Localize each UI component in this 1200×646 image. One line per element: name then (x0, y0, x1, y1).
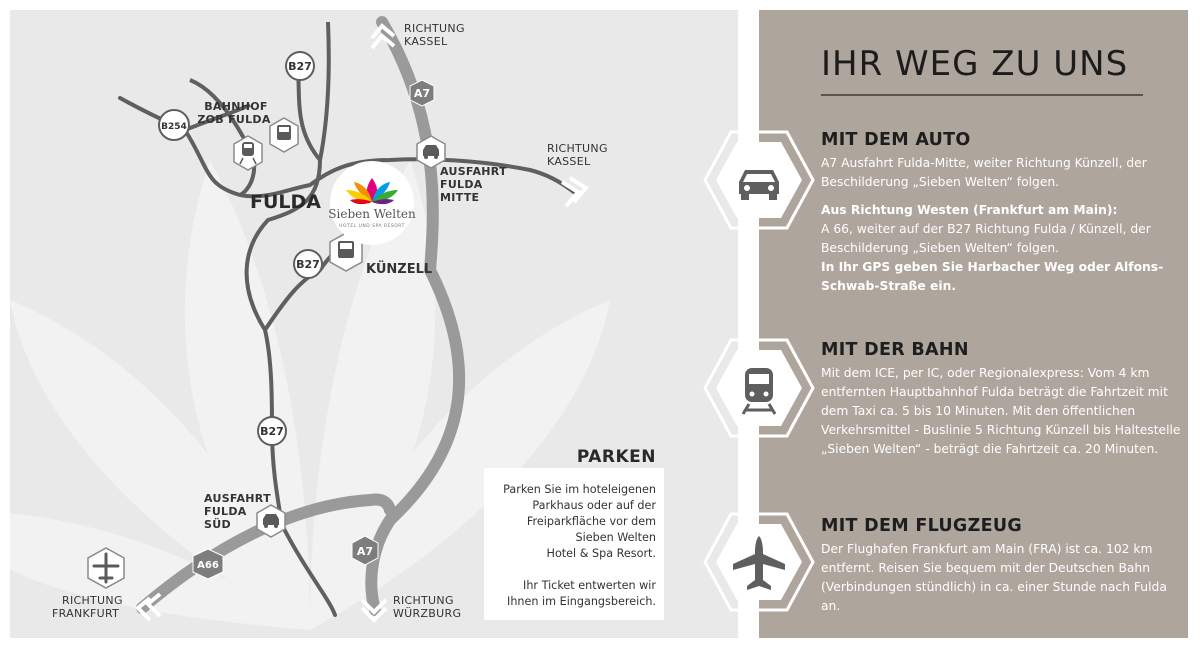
parking-title: PARKEN (576, 447, 656, 467)
direction-kassel-top-line2: KASSEL (404, 35, 448, 48)
svg-text:A7: A7 (413, 87, 431, 100)
svg-text:B27: B27 (296, 258, 320, 271)
kuenzell-label: KÜNZELL (366, 262, 433, 277)
section-text-train (821, 364, 1181, 459)
car-text-2: A 66, weiter auf der B27 Richtung Fulda / Künzell, der Beschilderung „Sieben Welten“ folgen. (821, 222, 1151, 255)
section-title-plane: MIT DEM FLUGZEUG (821, 516, 1023, 536)
a66-sign (193, 549, 223, 579)
car-text-1: A7 Ausfahrt Fulda-Mitte, weiter Richtung Künzell, der Beschilderung „Sieben Welten“ folgen. (821, 156, 1147, 189)
train-icon (703, 336, 815, 440)
a7-top-sign (410, 80, 434, 106)
bus-icon (270, 118, 298, 152)
direction-frankfurt-line1: RICHTUNG (62, 594, 123, 607)
parking-line: Ihr Ticket entwerten wir (523, 579, 656, 592)
section-text-car (821, 154, 1181, 296)
train-text: Mit dem ICE, per IC, oder Regionalexpress: Vom 4 km entfernten Hauptbahnhof Fulda beträgt die Fahrtzeit mit dem Taxi ca. 5 bis 10 Minuten. Mit den öffentlichen Verkehrsmittel - Buslinie 5 Richtung Künzell bis Haltestelle „Sieben Welten“ - beträgt die Fahrtzeit ca. 20 Minuten. (821, 366, 1181, 456)
station-label-line2: ZOB FULDA (197, 113, 271, 126)
svg-text:A66: A66 (197, 560, 219, 571)
plane-text: Der Flughafen Frankfurt am Main (FRA) ist ca. 102 km entfernt. Reisen Sie bequem mit der Deutschen Bahn (Verbindungen stündlich) in ca. einer Stunde nach Fulda an. (821, 542, 1167, 613)
car-icon (417, 136, 445, 168)
section-text-plane (821, 540, 1181, 616)
parking-line: Parken Sie im hoteleigenen (503, 483, 656, 496)
parking-line (492, 562, 656, 578)
title-divider (821, 94, 1143, 96)
parking-line: Sieben Welten (575, 531, 656, 544)
parking-line: Ihnen im Eingangsbereich. (507, 595, 656, 608)
exit-sued-line3: SÜD (204, 518, 231, 531)
direction-kassel-right-line1: RICHTUNG (547, 142, 608, 155)
exit-mitte-line2: FULDA (440, 178, 483, 191)
section-title-train: MIT DER BAHN (821, 340, 969, 360)
train-icon (234, 136, 262, 170)
exit-mitte-line1: AUSFAHRT (440, 165, 507, 178)
car-icon (257, 505, 285, 537)
svg-text:B27: B27 (260, 425, 284, 438)
parking-line: Freiparkfläche vor dem (526, 515, 656, 528)
panel-title: IHR WEG ZU UNS (821, 44, 1129, 84)
page-frame (10, 10, 1188, 638)
station-label-line1: BAHNHOF (204, 100, 268, 113)
a7-bottom-sign (352, 536, 378, 565)
b27-mid-sign (294, 250, 322, 278)
b254-sign (159, 110, 189, 140)
parking-line: Parkhaus oder auf der (532, 499, 656, 512)
exit-sued-line1: AUSFAHRT (204, 492, 271, 505)
parking-info-box (484, 468, 664, 620)
hotel-name: Sieben Welten (328, 207, 416, 221)
hotel-tagline: HOTEL UND SPA RESORT (339, 224, 405, 229)
car-bold-2: In Ihr GPS geben Sie Harbacher Weg oder Alfons-Schwab-Straße ein. (821, 260, 1164, 293)
car-bold-1: Aus Richtung Westen (Frankfurt am Main): (821, 203, 1118, 217)
svg-text:B27: B27 (288, 60, 312, 73)
directions-panel (759, 10, 1188, 638)
b27-top-sign (286, 52, 314, 80)
route-map (10, 10, 738, 638)
b27-low-sign (258, 417, 286, 445)
exit-mitte-line3: MITTE (440, 191, 480, 204)
airplane-icon (703, 510, 815, 614)
north-link-road (320, 22, 329, 160)
direction-wuerzburg-line2: WÜRZBURG (393, 607, 462, 620)
direction-frankfurt-line2: FRANKFURT (52, 607, 120, 620)
svg-text:B254: B254 (161, 122, 187, 132)
svg-text:A7: A7 (356, 545, 374, 558)
direction-kassel-top-line1: RICHTUNG (404, 22, 465, 35)
direction-wuerzburg-line1: RICHTUNG (393, 594, 454, 607)
parking-line: Hotel & Spa Resort. (546, 547, 656, 560)
section-title-car: MIT DEM AUTO (821, 130, 971, 150)
direction-kassel-right-line2: KASSEL (547, 155, 591, 168)
city-label-fulda: FULDA (250, 191, 321, 213)
exit-sued-line2: FULDA (204, 505, 247, 518)
car-icon (703, 128, 815, 232)
